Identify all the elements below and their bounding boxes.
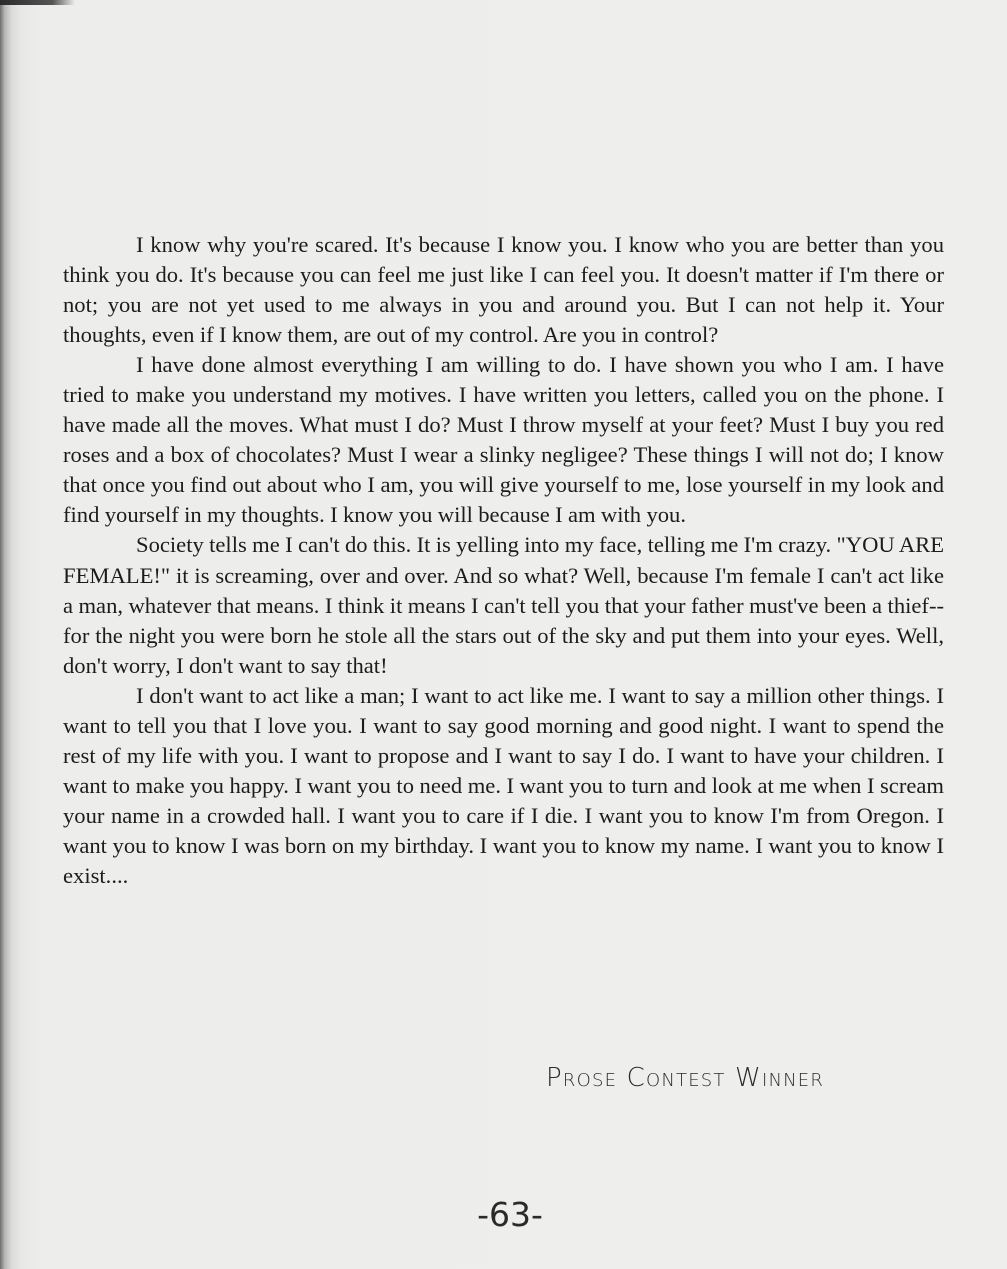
prose-paragraph: I know why you're scared. It's because I know you. I know who you are better than you think you do. It's because you can feel me just like I can feel you. It doesn't matter if I'm there or not; you are not yet used to me always in you and around you. But I can not help it. Your thoughts, even if I know them, are out of my control. Are you in control? — [63, 232, 944, 348]
prose-contest-caption: Prose Contest Winner — [546, 1063, 825, 1093]
prose-body — [63, 230, 944, 891]
prose-paragraph: Society tells me I can't do this. It is yelling into my face, telling me I'm crazy. "YOU ARE FEMALE!" it is screaming, over and over. And so what? Well, because I'm female I can't act like a man, whatever that means. I think it means I can't tell you that your father must've been a thief-- for the night you were born he stole all the stars out of the sky and put them into your eyes. Well, don't worry, I don't want to say that! — [63, 532, 945, 678]
page-corner-mark — [0, 0, 75, 5]
prose-paragraph: I don't want to act like a man; I want to act like me. I want to say a million other things. I want to tell you that I love you. I want to say good morning and good night. I want to spend the rest of my life with you. I want to propose and I want to say I do. I want to have your children. I want to make you happy. I want you to need me. I want you to turn and look at me when I scream your name in a crowded hall. I want you to care if I die. I want you to know I'm from Oregon. I want you to know I was born on my birthday. I want you to know my name. I want you to know I exist.... — [63, 682, 944, 888]
prose-paragraph: I have done almost everything I am willing to do. I have shown you who I am. I have tried to make you understand my motives. I have written you letters, called you on the phone. I have made all the moves. What must I do? Must I throw myself at your feet? Must I buy you red roses and a box of chocolates? Must I wear a slinky negligee? These things I will not do; I know that once you find out about who I am, you will give yourself to me, lose yourself in my look and find yourself in my thoughts. I know you will because I am with you. — [63, 352, 944, 528]
page-number: -63- — [477, 1195, 543, 1234]
